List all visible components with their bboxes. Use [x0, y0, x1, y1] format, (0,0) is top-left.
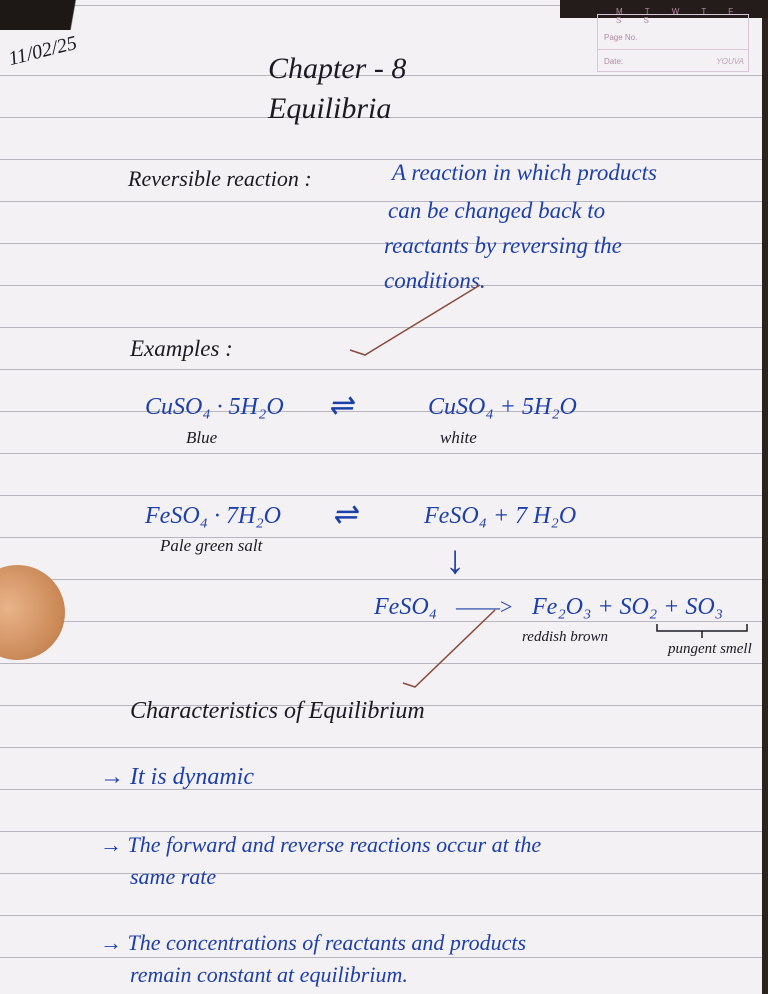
point-text-continued: same rate [130, 864, 217, 889]
examples-heading: Examples : [130, 336, 233, 361]
reaction3-left: FeSO₄ [374, 594, 437, 620]
equilibrium-arrow: ⇌ [332, 498, 358, 531]
reaction2-left-note: Pale green salt [160, 536, 263, 555]
arrow-bullet-icon: → [100, 832, 122, 857]
reaction1-left-note: Blue [186, 428, 218, 447]
point-text: It is dynamic [130, 764, 254, 790]
characteristic-point-2 [100, 832, 541, 858]
definition-line: reactants by reversing the [384, 233, 622, 258]
pen-check-mark [395, 605, 505, 695]
notebook-brand: YOUVA [716, 57, 744, 66]
page-header-box [597, 7, 749, 72]
reaction3-note1: reddish brown [522, 629, 608, 645]
characteristic-point-3 [100, 930, 526, 956]
thumb [0, 565, 65, 660]
characteristics-heading: Characteristics of Equilibrium [130, 698, 425, 724]
definition-line: can be changed back to [388, 198, 606, 223]
point-text-continued: remain constant at equilibrium. [130, 962, 408, 987]
reaction-arrow: ——> [456, 594, 513, 619]
chapter-title: Chapter - 8 [268, 52, 407, 85]
background-corner [0, 0, 120, 30]
definition-term: Reversible reaction : [128, 166, 312, 191]
page-no-label: Page No. [604, 33, 638, 42]
reaction2-left: FeSO₄ · 7H₂O [145, 503, 281, 529]
date-label: Date: [604, 57, 624, 66]
topic-title: Equilibria [268, 92, 392, 125]
equilibrium-arrow: ⇌ [328, 389, 354, 422]
characteristic-point-1 [100, 764, 254, 791]
reaction3-note2: pungent smell [668, 641, 752, 657]
weekday-letters: M T W T F S S [616, 7, 744, 25]
point-text: The forward and reverse reactions occur at the [127, 832, 542, 857]
reaction1-left: CuSO₄ · 5H₂O [145, 394, 284, 420]
down-arrow: ↓ [445, 537, 465, 582]
definition-line: A reaction in which products [392, 160, 657, 185]
arrow-bullet-icon: → [100, 930, 122, 955]
definition-line: conditions. [384, 268, 486, 293]
reaction1-right: CuSO₄ + 5H₂O [428, 394, 577, 420]
pen-check-mark [340, 280, 490, 370]
handwritten-date: 11/02/25 [6, 31, 80, 71]
point-text: The concentrations of reactants and products [127, 930, 527, 955]
reaction2-right: FeSO₄ + 7 H₂O [424, 503, 577, 529]
arrow-bullet-icon: → [100, 764, 124, 790]
bracket [655, 622, 755, 642]
reaction1-right-note: white [440, 428, 477, 447]
reaction3-right: Fe₂O₃ + SO₂ + SO₃ [532, 594, 724, 620]
